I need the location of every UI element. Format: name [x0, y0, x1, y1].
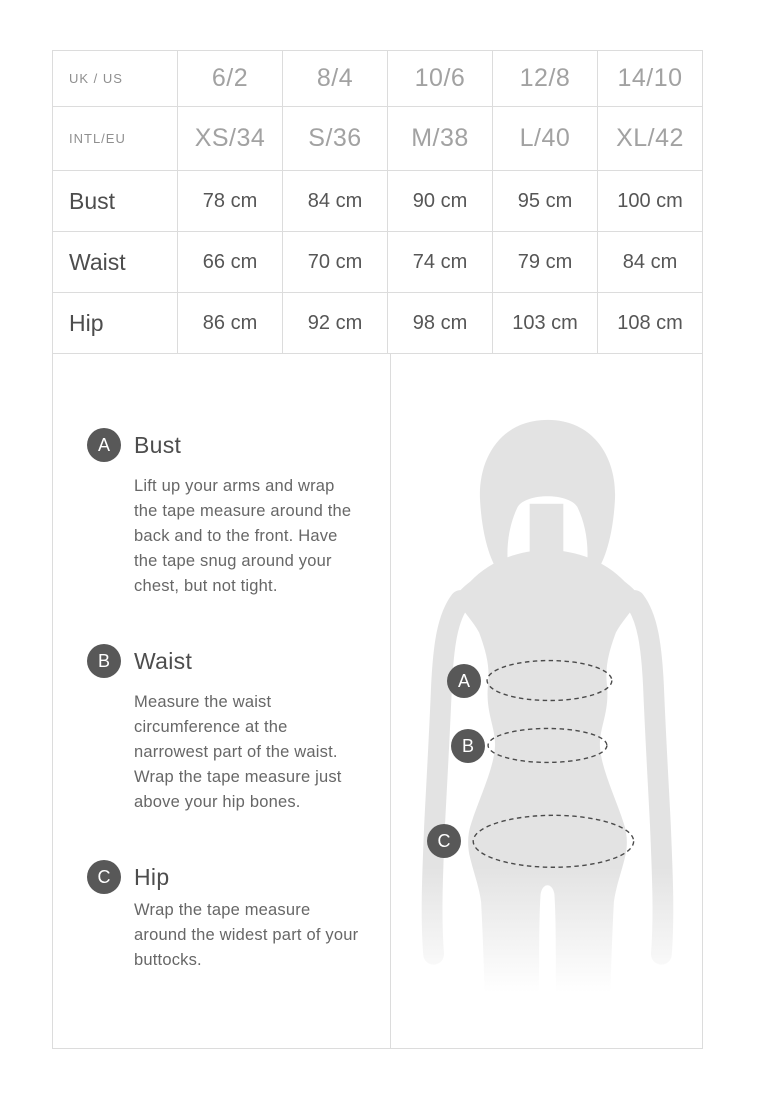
row-label-bust: Bust [53, 171, 178, 232]
measurement-cell: 84 cm [283, 171, 388, 232]
size-cell: 14/10 [598, 51, 703, 107]
size-cell: XL/42 [598, 107, 703, 171]
measuring-guide-panel [52, 354, 703, 1049]
measurement-cell: 108 cm [598, 293, 703, 354]
guide-section-bust [87, 428, 378, 599]
measurement-cell: 78 cm [178, 171, 283, 232]
row-label-hip: Hip [53, 293, 178, 354]
body-silhouette-figure [391, 354, 702, 1048]
right-arm-shape [635, 601, 663, 954]
row-label-intl-eu: INTL/EU [53, 107, 178, 171]
size-cell: 12/8 [493, 51, 598, 107]
figure-marker-c-badge: C [427, 824, 461, 858]
measurement-cell: 84 cm [598, 232, 703, 293]
measurement-cell: 90 cm [388, 171, 493, 232]
size-cell: L/40 [493, 107, 598, 171]
section-header [87, 428, 378, 462]
letter-c-badge: C [87, 860, 121, 894]
size-cell: 10/6 [388, 51, 493, 107]
measurement-cell: 66 cm [178, 232, 283, 293]
measurement-cell: 79 cm [493, 232, 598, 293]
guide-section-waist [87, 644, 378, 815]
left-arm-shape [432, 601, 460, 954]
letter-b-badge: B [87, 644, 121, 678]
table-row-bust [53, 171, 703, 232]
section-header [87, 644, 378, 678]
figure-column [390, 354, 702, 1048]
measurement-cell: 95 cm [493, 171, 598, 232]
table-row-uk-us [53, 51, 703, 107]
section-title-bust: Bust [134, 431, 182, 458]
measurement-cell: 100 cm [598, 171, 703, 232]
letter-a-badge: A [87, 428, 121, 462]
table-row-hip [53, 293, 703, 354]
table-row-waist [53, 232, 703, 293]
figure-marker-b-badge: B [451, 729, 485, 763]
figure-marker-a-badge: A [447, 664, 481, 698]
guide-instructions-column [53, 354, 390, 1048]
section-description-hip: Wrap the tape measure around the widest part of your buttocks. [134, 901, 359, 969]
guide-section-hip [87, 860, 378, 973]
row-label-waist: Waist [53, 232, 178, 293]
measurement-cell: 74 cm [388, 232, 493, 293]
size-cell: S/36 [283, 107, 388, 171]
measurement-cell: 86 cm [178, 293, 283, 354]
size-cell: XS/34 [178, 107, 283, 171]
row-label-uk-us: UK / US [53, 51, 178, 107]
measurement-cell: 98 cm [388, 293, 493, 354]
measurement-cell: 70 cm [283, 232, 388, 293]
section-description-bust: Lift up your arms and wrap the tape measure around the back and to the front. Have the tape snug around your chest, but not tight. [134, 477, 352, 595]
measurement-cell: 92 cm [283, 293, 388, 354]
torso-legs-shape [457, 550, 639, 1009]
size-cell: M/38 [388, 107, 493, 171]
table-row-intl-eu [53, 107, 703, 171]
section-header [87, 860, 378, 894]
size-cell: 6/2 [178, 51, 283, 107]
section-description-waist: Measure the waist circumference at the narrowest part of the waist. Wrap the tape measure just above your hip bones. [134, 693, 342, 811]
size-guide-sheet [52, 50, 703, 1049]
section-title-waist: Waist [134, 647, 193, 674]
measurement-cell: 103 cm [493, 293, 598, 354]
section-title-hip: Hip [134, 863, 170, 890]
size-table [52, 50, 703, 354]
size-cell: 8/4 [283, 51, 388, 107]
